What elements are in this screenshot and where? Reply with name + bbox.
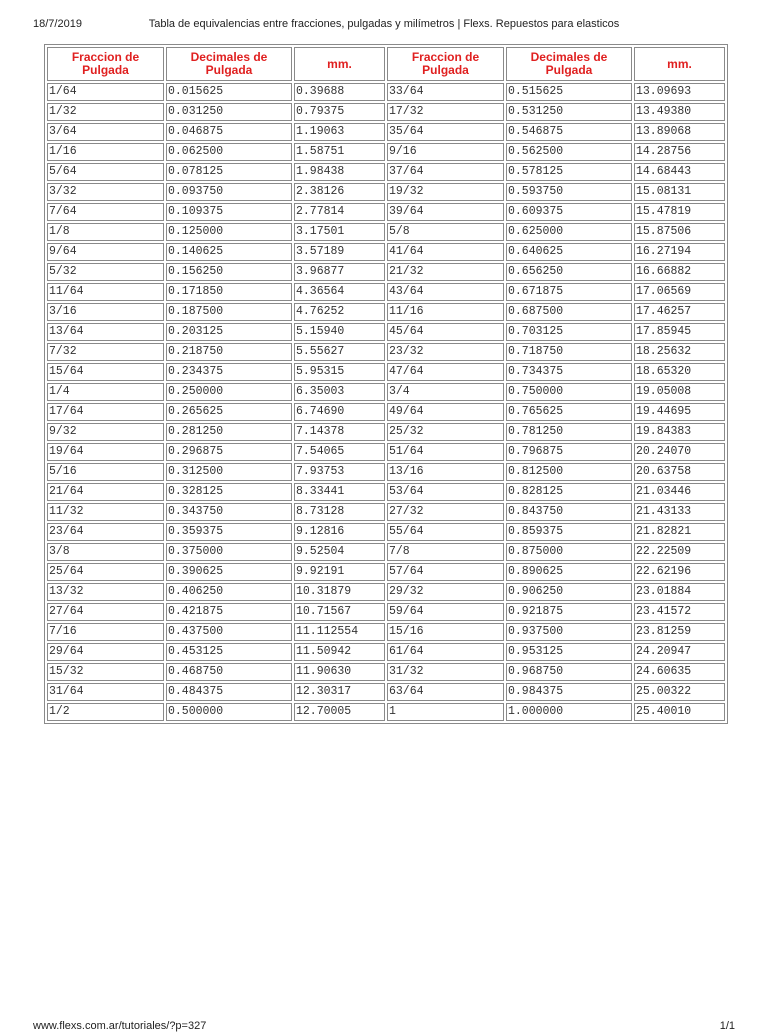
cell-mm: 3.17501 bbox=[294, 223, 385, 241]
cell-fraction: 19/32 bbox=[387, 183, 504, 201]
cell-fraction: 15/16 bbox=[387, 623, 504, 641]
cell-fraction: 1 bbox=[387, 703, 504, 721]
cell-mm: 5.15940 bbox=[294, 323, 385, 341]
header-decimal: Decimales de Pulgada bbox=[166, 47, 292, 81]
table-row bbox=[47, 423, 725, 441]
cell-decimal: 0.500000 bbox=[166, 703, 292, 721]
header-mm: mm. bbox=[294, 47, 385, 81]
cell-fraction: 5/8 bbox=[387, 223, 504, 241]
table-row bbox=[47, 103, 725, 121]
cell-mm: 17.85945 bbox=[634, 323, 725, 341]
cell-mm: 19.84383 bbox=[634, 423, 725, 441]
cell-mm: 18.25632 bbox=[634, 343, 725, 361]
cell-decimal: 0.593750 bbox=[506, 183, 632, 201]
cell-fraction: 41/64 bbox=[387, 243, 504, 261]
table-row bbox=[47, 83, 725, 101]
cell-decimal: 0.281250 bbox=[166, 423, 292, 441]
cell-mm: 17.06569 bbox=[634, 283, 725, 301]
cell-decimal: 0.015625 bbox=[166, 83, 292, 101]
table-row bbox=[47, 463, 725, 481]
cell-mm: 8.73128 bbox=[294, 503, 385, 521]
header-fraction: Fraccion de Pulgada bbox=[387, 47, 504, 81]
cell-mm: 19.44695 bbox=[634, 403, 725, 421]
table-row bbox=[47, 163, 725, 181]
cell-fraction: 15/64 bbox=[47, 363, 164, 381]
header-mm: mm. bbox=[634, 47, 725, 81]
cell-decimal: 0.312500 bbox=[166, 463, 292, 481]
cell-mm: 11.50942 bbox=[294, 643, 385, 661]
cell-mm: 16.27194 bbox=[634, 243, 725, 261]
cell-decimal: 0.687500 bbox=[506, 303, 632, 321]
table-row bbox=[47, 503, 725, 521]
cell-decimal: 0.265625 bbox=[166, 403, 292, 421]
cell-mm: 22.62196 bbox=[634, 563, 725, 581]
table-row bbox=[47, 343, 725, 361]
table-row bbox=[47, 263, 725, 281]
cell-mm: 11.90630 bbox=[294, 663, 385, 681]
cell-decimal: 0.953125 bbox=[506, 643, 632, 661]
cell-mm: 14.28756 bbox=[634, 143, 725, 161]
cell-decimal: 0.171850 bbox=[166, 283, 292, 301]
cell-decimal: 0.406250 bbox=[166, 583, 292, 601]
cell-fraction: 15/32 bbox=[47, 663, 164, 681]
cell-fraction: 5/64 bbox=[47, 163, 164, 181]
cell-mm: 24.20947 bbox=[634, 643, 725, 661]
cell-fraction: 59/64 bbox=[387, 603, 504, 621]
cell-mm: 13.89068 bbox=[634, 123, 725, 141]
cell-mm: 23.01884 bbox=[634, 583, 725, 601]
cell-fraction: 3/16 bbox=[47, 303, 164, 321]
table-row bbox=[47, 223, 725, 241]
cell-decimal: 0.453125 bbox=[166, 643, 292, 661]
cell-mm: 6.74690 bbox=[294, 403, 385, 421]
table-row bbox=[47, 563, 725, 581]
cell-fraction: 9/64 bbox=[47, 243, 164, 261]
table-row bbox=[47, 623, 725, 641]
cell-decimal: 0.156250 bbox=[166, 263, 292, 281]
cell-mm: 6.35003 bbox=[294, 383, 385, 401]
cell-decimal: 0.359375 bbox=[166, 523, 292, 541]
cell-fraction: 23/64 bbox=[47, 523, 164, 541]
cell-mm: 25.00322 bbox=[634, 683, 725, 701]
cell-fraction: 33/64 bbox=[387, 83, 504, 101]
cell-mm: 15.08131 bbox=[634, 183, 725, 201]
cell-mm: 4.36564 bbox=[294, 283, 385, 301]
cell-decimal: 0.062500 bbox=[166, 143, 292, 161]
cell-mm: 11.112554 bbox=[294, 623, 385, 641]
table-row bbox=[47, 403, 725, 421]
table-row bbox=[47, 283, 725, 301]
cell-mm: 15.47819 bbox=[634, 203, 725, 221]
cell-decimal: 0.234375 bbox=[166, 363, 292, 381]
cell-decimal: 0.843750 bbox=[506, 503, 632, 521]
cell-decimal: 0.078125 bbox=[166, 163, 292, 181]
cell-mm: 10.71567 bbox=[294, 603, 385, 621]
table-row bbox=[47, 383, 725, 401]
cell-mm: 13.49380 bbox=[634, 103, 725, 121]
print-header bbox=[33, 18, 735, 34]
cell-decimal: 0.609375 bbox=[506, 203, 632, 221]
cell-mm: 12.30317 bbox=[294, 683, 385, 701]
cell-decimal: 0.875000 bbox=[506, 543, 632, 561]
print-url: www.flexs.com.ar/tutoriales/?p=327 bbox=[33, 1020, 207, 1032]
cell-mm: 23.81259 bbox=[634, 623, 725, 641]
table-row bbox=[47, 123, 725, 141]
cell-mm: 0.39688 bbox=[294, 83, 385, 101]
cell-mm: 12.70005 bbox=[294, 703, 385, 721]
cell-mm: 2.77814 bbox=[294, 203, 385, 221]
cell-fraction: 11/64 bbox=[47, 283, 164, 301]
cell-mm: 7.93753 bbox=[294, 463, 385, 481]
cell-fraction: 29/32 bbox=[387, 583, 504, 601]
cell-decimal: 0.750000 bbox=[506, 383, 632, 401]
cell-fraction: 1/16 bbox=[47, 143, 164, 161]
cell-decimal: 0.984375 bbox=[506, 683, 632, 701]
cell-decimal: 0.671875 bbox=[506, 283, 632, 301]
cell-fraction: 17/32 bbox=[387, 103, 504, 121]
cell-fraction: 1/2 bbox=[47, 703, 164, 721]
cell-fraction: 31/32 bbox=[387, 663, 504, 681]
cell-mm: 7.14378 bbox=[294, 423, 385, 441]
equivalence-table bbox=[44, 44, 728, 724]
cell-decimal: 1.000000 bbox=[506, 703, 632, 721]
cell-fraction: 51/64 bbox=[387, 443, 504, 461]
cell-fraction: 11/16 bbox=[387, 303, 504, 321]
table-row bbox=[47, 243, 725, 261]
print-page-number: 1/1 bbox=[719, 1020, 735, 1032]
cell-mm: 18.65320 bbox=[634, 363, 725, 381]
cell-decimal: 0.656250 bbox=[506, 263, 632, 281]
cell-fraction: 53/64 bbox=[387, 483, 504, 501]
cell-fraction: 55/64 bbox=[387, 523, 504, 541]
cell-fraction: 25/64 bbox=[47, 563, 164, 581]
cell-fraction: 3/64 bbox=[47, 123, 164, 141]
table-row bbox=[47, 543, 725, 561]
cell-fraction: 1/64 bbox=[47, 83, 164, 101]
cell-decimal: 0.203125 bbox=[166, 323, 292, 341]
table-row bbox=[47, 443, 725, 461]
cell-decimal: 0.890625 bbox=[506, 563, 632, 581]
cell-decimal: 0.343750 bbox=[166, 503, 292, 521]
header-fraction: Fraccion de Pulgada bbox=[47, 47, 164, 81]
cell-fraction: 1/8 bbox=[47, 223, 164, 241]
cell-decimal: 0.796875 bbox=[506, 443, 632, 461]
cell-fraction: 7/32 bbox=[47, 343, 164, 361]
cell-mm: 14.68443 bbox=[634, 163, 725, 181]
cell-fraction: 37/64 bbox=[387, 163, 504, 181]
cell-mm: 22.22509 bbox=[634, 543, 725, 561]
cell-fraction: 43/64 bbox=[387, 283, 504, 301]
cell-fraction: 61/64 bbox=[387, 643, 504, 661]
cell-fraction: 3/32 bbox=[47, 183, 164, 201]
cell-decimal: 0.484375 bbox=[166, 683, 292, 701]
print-page-title: Tabla de equivalencias entre fracciones, pulgadas y milímetros | Flexs. Repuestos para elasticos bbox=[148, 18, 620, 30]
cell-mm: 25.40010 bbox=[634, 703, 725, 721]
cell-fraction: 23/32 bbox=[387, 343, 504, 361]
cell-fraction: 1/32 bbox=[47, 103, 164, 121]
cell-decimal: 0.031250 bbox=[166, 103, 292, 121]
cell-fraction: 7/64 bbox=[47, 203, 164, 221]
cell-decimal: 0.187500 bbox=[166, 303, 292, 321]
cell-mm: 9.92191 bbox=[294, 563, 385, 581]
cell-decimal: 0.703125 bbox=[506, 323, 632, 341]
cell-mm: 21.43133 bbox=[634, 503, 725, 521]
cell-decimal: 0.531250 bbox=[506, 103, 632, 121]
cell-decimal: 0.375000 bbox=[166, 543, 292, 561]
cell-fraction: 11/32 bbox=[47, 503, 164, 521]
cell-decimal: 0.937500 bbox=[506, 623, 632, 641]
table-row bbox=[47, 603, 725, 621]
cell-decimal: 0.828125 bbox=[506, 483, 632, 501]
cell-decimal: 0.734375 bbox=[506, 363, 632, 381]
cell-mm: 21.82821 bbox=[634, 523, 725, 541]
cell-mm: 9.52504 bbox=[294, 543, 385, 561]
cell-decimal: 0.109375 bbox=[166, 203, 292, 221]
cell-decimal: 0.437500 bbox=[166, 623, 292, 641]
cell-mm: 0.79375 bbox=[294, 103, 385, 121]
cell-mm: 20.24070 bbox=[634, 443, 725, 461]
cell-fraction: 27/32 bbox=[387, 503, 504, 521]
cell-mm: 13.09693 bbox=[634, 83, 725, 101]
cell-mm: 8.33441 bbox=[294, 483, 385, 501]
cell-fraction: 21/64 bbox=[47, 483, 164, 501]
cell-decimal: 0.218750 bbox=[166, 343, 292, 361]
cell-mm: 16.66882 bbox=[634, 263, 725, 281]
cell-fraction: 3/8 bbox=[47, 543, 164, 561]
cell-decimal: 0.578125 bbox=[506, 163, 632, 181]
table-row bbox=[47, 683, 725, 701]
cell-fraction: 5/32 bbox=[47, 263, 164, 281]
table-row bbox=[47, 523, 725, 541]
cell-decimal: 0.515625 bbox=[506, 83, 632, 101]
cell-decimal: 0.421875 bbox=[166, 603, 292, 621]
cell-fraction: 1/4 bbox=[47, 383, 164, 401]
cell-decimal: 0.921875 bbox=[506, 603, 632, 621]
cell-mm: 1.58751 bbox=[294, 143, 385, 161]
cell-decimal: 0.250000 bbox=[166, 383, 292, 401]
cell-mm: 3.57189 bbox=[294, 243, 385, 261]
cell-mm: 10.31879 bbox=[294, 583, 385, 601]
cell-fraction: 21/32 bbox=[387, 263, 504, 281]
table-row bbox=[47, 483, 725, 501]
cell-fraction: 13/32 bbox=[47, 583, 164, 601]
cell-decimal: 0.640625 bbox=[506, 243, 632, 261]
table-row bbox=[47, 183, 725, 201]
table-header-row bbox=[47, 47, 725, 81]
cell-decimal: 0.812500 bbox=[506, 463, 632, 481]
cell-fraction: 7/8 bbox=[387, 543, 504, 561]
cell-fraction: 39/64 bbox=[387, 203, 504, 221]
cell-decimal: 0.046875 bbox=[166, 123, 292, 141]
cell-decimal: 0.468750 bbox=[166, 663, 292, 681]
table-row bbox=[47, 203, 725, 221]
cell-mm: 3.96877 bbox=[294, 263, 385, 281]
cell-fraction: 57/64 bbox=[387, 563, 504, 581]
cell-decimal: 0.328125 bbox=[166, 483, 292, 501]
cell-decimal: 0.859375 bbox=[506, 523, 632, 541]
cell-mm: 9.12816 bbox=[294, 523, 385, 541]
cell-decimal: 0.296875 bbox=[166, 443, 292, 461]
cell-decimal: 0.125000 bbox=[166, 223, 292, 241]
cell-fraction: 35/64 bbox=[387, 123, 504, 141]
cell-decimal: 0.906250 bbox=[506, 583, 632, 601]
table-row bbox=[47, 643, 725, 661]
cell-fraction: 19/64 bbox=[47, 443, 164, 461]
cell-fraction: 9/32 bbox=[47, 423, 164, 441]
cell-decimal: 0.093750 bbox=[166, 183, 292, 201]
cell-decimal: 0.390625 bbox=[166, 563, 292, 581]
cell-decimal: 0.625000 bbox=[506, 223, 632, 241]
cell-mm: 4.76252 bbox=[294, 303, 385, 321]
cell-mm: 7.54065 bbox=[294, 443, 385, 461]
cell-mm: 17.46257 bbox=[634, 303, 725, 321]
table-row bbox=[47, 143, 725, 161]
cell-fraction: 13/64 bbox=[47, 323, 164, 341]
cell-fraction: 5/16 bbox=[47, 463, 164, 481]
cell-fraction: 47/64 bbox=[387, 363, 504, 381]
cell-decimal: 0.562500 bbox=[506, 143, 632, 161]
cell-mm: 5.95315 bbox=[294, 363, 385, 381]
cell-fraction: 45/64 bbox=[387, 323, 504, 341]
cell-mm: 2.38126 bbox=[294, 183, 385, 201]
cell-fraction: 49/64 bbox=[387, 403, 504, 421]
table-row bbox=[47, 663, 725, 681]
cell-fraction: 25/32 bbox=[387, 423, 504, 441]
cell-fraction: 9/16 bbox=[387, 143, 504, 161]
cell-fraction: 13/16 bbox=[387, 463, 504, 481]
cell-mm: 24.60635 bbox=[634, 663, 725, 681]
cell-mm: 20.63758 bbox=[634, 463, 725, 481]
cell-fraction: 27/64 bbox=[47, 603, 164, 621]
cell-fraction: 63/64 bbox=[387, 683, 504, 701]
cell-decimal: 0.781250 bbox=[506, 423, 632, 441]
header-decimal: Decimales de Pulgada bbox=[506, 47, 632, 81]
cell-mm: 5.55627 bbox=[294, 343, 385, 361]
table-body bbox=[47, 83, 725, 721]
cell-fraction: 17/64 bbox=[47, 403, 164, 421]
table-row bbox=[47, 583, 725, 601]
cell-fraction: 7/16 bbox=[47, 623, 164, 641]
cell-mm: 15.87506 bbox=[634, 223, 725, 241]
cell-mm: 1.19063 bbox=[294, 123, 385, 141]
cell-fraction: 29/64 bbox=[47, 643, 164, 661]
cell-decimal: 0.765625 bbox=[506, 403, 632, 421]
print-date: 18/7/2019 bbox=[33, 18, 82, 30]
table-row bbox=[47, 323, 725, 341]
cell-decimal: 0.718750 bbox=[506, 343, 632, 361]
cell-mm: 23.41572 bbox=[634, 603, 725, 621]
cell-mm: 21.03446 bbox=[634, 483, 725, 501]
cell-fraction: 31/64 bbox=[47, 683, 164, 701]
cell-decimal: 0.546875 bbox=[506, 123, 632, 141]
table-row bbox=[47, 363, 725, 381]
cell-mm: 1.98438 bbox=[294, 163, 385, 181]
table-row bbox=[47, 303, 725, 321]
cell-mm: 19.05008 bbox=[634, 383, 725, 401]
cell-decimal: 0.968750 bbox=[506, 663, 632, 681]
cell-decimal: 0.140625 bbox=[166, 243, 292, 261]
table-row bbox=[47, 703, 725, 721]
cell-fraction: 3/4 bbox=[387, 383, 504, 401]
